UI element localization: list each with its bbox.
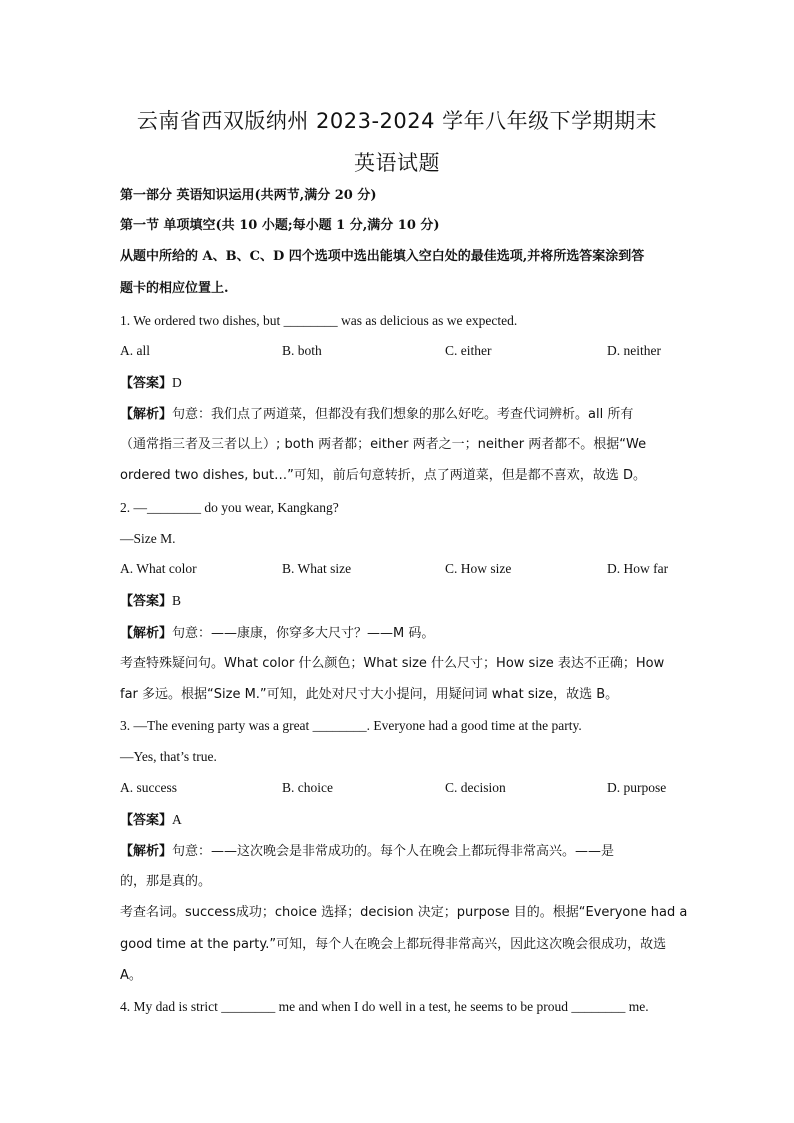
part-heading: 第一部分 英语知识运用(共两节,满分 20 分) — [120, 188, 377, 203]
section-heading: 第一节 单项填空(共 10 小题;每小题 1 分,满分 10 分) — [120, 218, 440, 233]
q1-analysis-line-1 — [120, 405, 680, 424]
title-line-1: 云南省西双版纳州 2023-2024 学年八年级下学期期末 — [136, 109, 658, 133]
q3-analysis-line-2: 的，那是真的。 — [120, 874, 212, 889]
q2-analysis-line-1 — [120, 624, 680, 643]
q1-option-a: A. all — [120, 343, 150, 358]
q3-analysis-line-3: 考查名词。success成功；choice 选择；decision 决定；purpose 目的。根据“Everyone had a — [120, 905, 688, 920]
analysis-label: 【解析】 — [120, 407, 173, 422]
answer-label: 【答案】 — [120, 376, 173, 391]
title-line-2: 英语试题 — [354, 151, 440, 175]
q3-option-d: D. purpose — [607, 780, 667, 795]
q1-answer-value: D — [172, 375, 182, 390]
instruction-line-1: 从题中所给的 A、B、C、D 四个选项中选出能填入空白处的最佳选项,并将所选答案涂到答 — [120, 249, 645, 264]
q1-option-c: C. either — [445, 343, 492, 358]
q2-option-a: A. What color — [120, 561, 197, 576]
q2-stem: 2. —________ do you wear, Kangkang? — [120, 500, 339, 515]
q3-analysis-line-4: good time at the party.”可知，每个人在晚会上都玩得非常高兴，因此这次晚会很成功，故选 — [120, 937, 667, 952]
q2-option-d: D. How far — [607, 561, 669, 576]
instruction-line-2: 题卡的相应位置上. — [120, 281, 229, 296]
q1-stem: 1. We ordered two dishes, but ________ was as delicious as we expected. — [120, 313, 518, 328]
answer-label: 【答案】 — [120, 813, 173, 828]
q2-analysis-text-1: 句意：——康康，你穿多大尺寸？——M 码。 — [172, 626, 435, 641]
q2-option-b: B. What size — [282, 561, 352, 576]
q3-option-c: C. decision — [445, 780, 506, 795]
q2-stem-2: —Size M. — [120, 531, 176, 546]
q2-analysis-line-3: far 多远。根据“Size M.”可知，此处对尺寸大小提问，用疑问词 what size，故选 B。 — [120, 687, 619, 702]
q2-option-c: C. How size — [445, 561, 512, 576]
analysis-label: 【解析】 — [120, 626, 173, 641]
q2-answer — [120, 592, 680, 611]
answer-label: 【答案】 — [120, 594, 173, 609]
q3-answer — [120, 811, 680, 830]
q3-analysis-line-1 — [120, 842, 680, 861]
q3-answer-value: A — [172, 812, 182, 827]
q3-stem: 3. —The evening party was a great ________. Everyone had a good time at the party. — [120, 718, 582, 733]
q1-analysis-text-1: 句意：我们点了两道菜，但都没有我们想象的那么好吃。考查代词辨析。all 所有 — [172, 407, 634, 422]
q3-option-b: B. choice — [282, 780, 333, 795]
q3-analysis-line-5: A。 — [120, 968, 142, 983]
q1-answer — [120, 374, 680, 393]
q2-answer-value: B — [172, 593, 182, 608]
analysis-label: 【解析】 — [120, 844, 173, 859]
q3-stem-2: —Yes, that’s true. — [120, 749, 217, 764]
q1-option-b: B. both — [282, 343, 322, 358]
q1-analysis-line-2: （通常指三者及三者以上）; both 两者都；either 两者之一；neither 两者都不。根据“We — [120, 437, 647, 452]
q3-analysis-text-1: 句意：——这次晚会是非常成功的。每个人在晚会上都玩得非常高兴。——是 — [172, 844, 615, 859]
q4-stem: 4. My dad is strict ________ me and when I do well in a test, he seems to be proud ________ me. — [120, 999, 649, 1014]
q1-option-d: D. neither — [607, 343, 661, 358]
q3-option-a: A. success — [120, 780, 177, 795]
q1-analysis-line-3: ordered two dishes, but…”可知，前后句意转折，点了两道菜，但是都不喜欢，故选 D。 — [120, 468, 646, 483]
q2-analysis-line-2: 考查特殊疑问句。What color 什么颜色；What size 什么尺寸；How size 表达不正确；How — [120, 656, 665, 671]
